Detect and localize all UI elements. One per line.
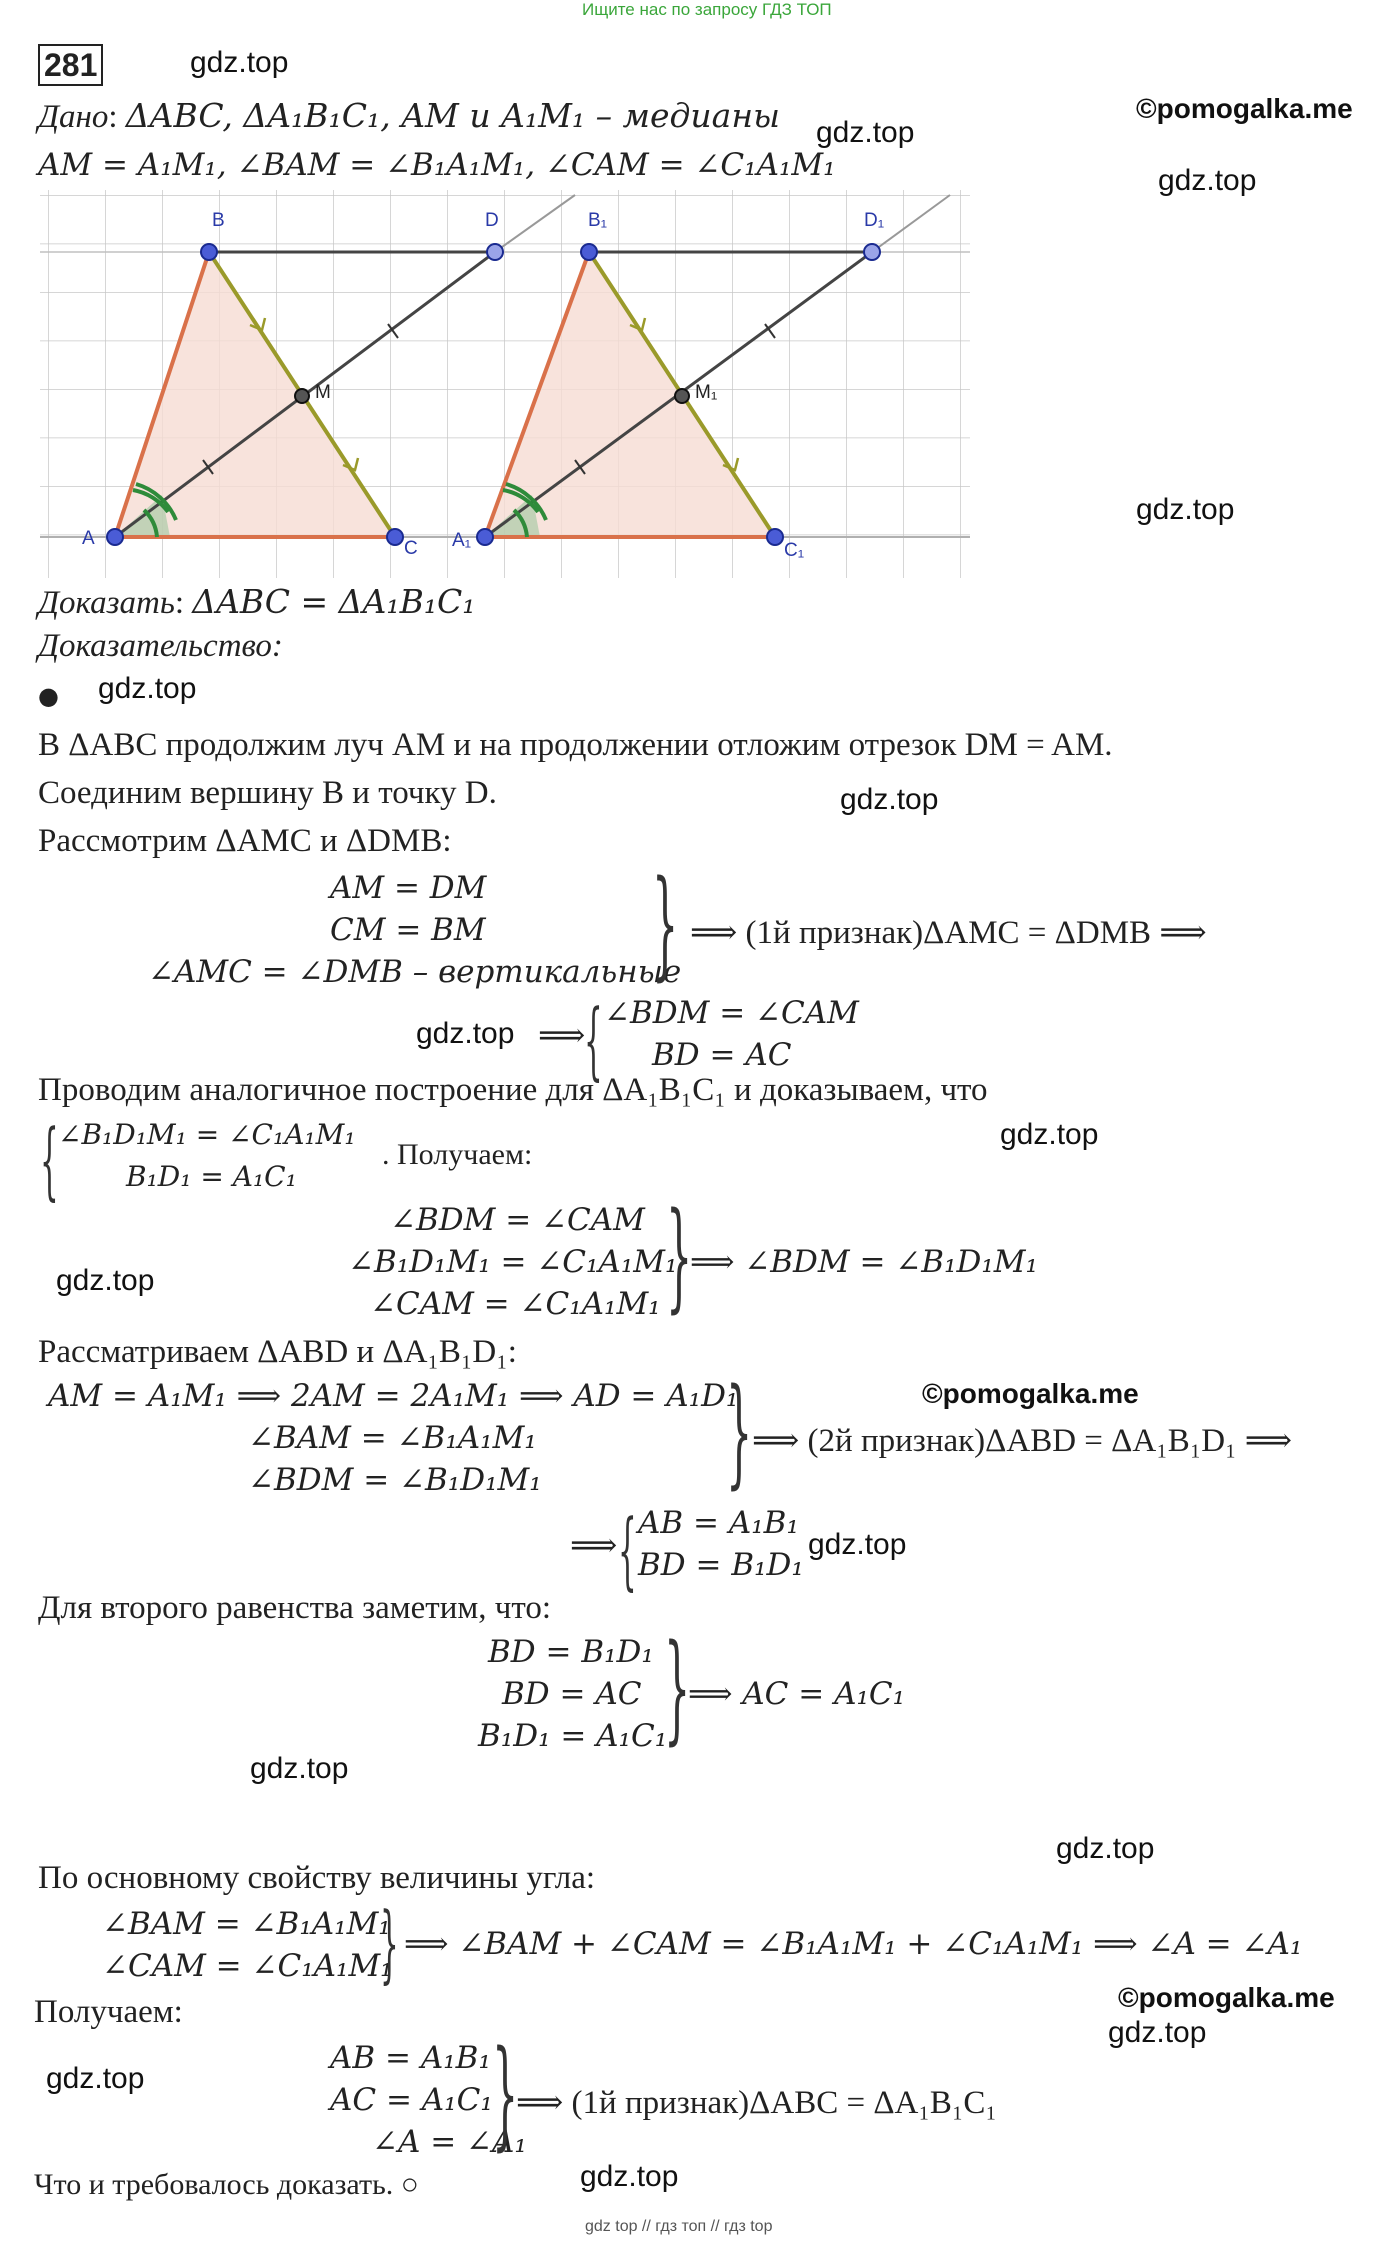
sys2-line-2: BD = AC — [652, 1037, 792, 1073]
watermark-gdz: gdz.top — [1108, 2016, 1207, 2049]
step-4-tail: . Получаем: — [382, 1138, 533, 1171]
sys4-line-1: ∠BDM = ∠CAM — [390, 1202, 645, 1238]
brace-sys6: { — [618, 1501, 637, 1599]
label-a1: A₁ — [452, 530, 472, 551]
watermark-gdz: gdz.top — [190, 46, 289, 79]
point-c1 — [767, 529, 783, 545]
watermark-gdz: gdz.top — [1136, 493, 1235, 526]
sys9-line-3: ∠A = ∠A₁ — [372, 2124, 527, 2160]
watermark-gdz: gdz.top — [250, 1752, 349, 1785]
footer-note: gdz top // гдз топ // гдз top — [585, 2218, 773, 2235]
sys1-line-2: CM = BM — [330, 912, 486, 948]
sys5-line-3: ∠BDM = ∠B₁D₁M₁ — [248, 1462, 542, 1498]
watermark-pomogalka: ©pomogalka.me — [1136, 93, 1353, 124]
proof-label: Доказательство: — [38, 628, 283, 664]
brace-sys1: } — [652, 854, 679, 992]
sys7-line-3: B₁D₁ = A₁C₁ — [478, 1718, 668, 1754]
label-a: A — [82, 528, 95, 549]
watermark-gdz: gdz.top — [56, 1264, 155, 1297]
watermark-gdz: gdz.top — [840, 783, 939, 816]
watermark-gdz: gdz.top — [1000, 1118, 1099, 1151]
sys7-line-1: BD = B₁D₁ — [488, 1634, 654, 1670]
point-c — [387, 529, 403, 545]
sys4-line-2: ∠B₁D₁M₁ = ∠C₁A₁M₁ — [348, 1244, 678, 1280]
point-a — [107, 529, 123, 545]
sys1-line-1: AM = DM — [330, 870, 487, 906]
watermark-gdz: gdz.top — [1158, 164, 1257, 197]
sys7-result: ⟹ AC = A₁C₁ — [688, 1676, 906, 1712]
point-b — [201, 244, 217, 260]
watermark-pomogalka: ©pomogalka.me — [922, 1378, 1139, 1409]
label-b: B — [212, 210, 225, 231]
watermark-gdz: gdz.top — [580, 2160, 679, 2193]
conclusion: Что и требовалось доказать. ○ — [34, 2168, 419, 2201]
watermark-gdz: gdz.top — [46, 2062, 145, 2095]
watermark-gdz: gdz.top — [808, 1528, 907, 1561]
sys9-line-2: AC = A₁C₁ — [330, 2082, 493, 2118]
label-c1: C₁ — [784, 540, 805, 561]
given-line-2: AM = A₁M₁, ∠BAM = ∠B₁A₁M₁, ∠CAM = ∠C₁A₁M₁ — [38, 147, 836, 183]
step-4: Проводим аналогичное построение для ΔA₁B₁C₁ и доказываем, что — [38, 1072, 988, 1108]
label-d1: D₁ — [864, 210, 885, 231]
brace-sys4: } — [666, 1186, 693, 1324]
step-1: В ΔABC продолжим луч AM и на продолжении отложим отрезок DM = AM. — [38, 727, 1113, 763]
sys9-result: ⟹ (1й признак)ΔABC = ΔA₁B₁C₁ — [516, 2085, 997, 2121]
sys2-line-1: ∠BDM = ∠CAM — [604, 995, 859, 1031]
sys8-line-1: ∠BAM = ∠B₁A₁M₁ — [102, 1906, 391, 1942]
brace-sys2: { — [584, 991, 603, 1089]
sys6-line-2: BD = B₁D₁ — [638, 1547, 804, 1583]
sys7-line-2: BD = AC — [502, 1676, 642, 1712]
sys5-line-2: ∠BAM = ∠B₁A₁M₁ — [248, 1420, 537, 1456]
point-m — [295, 389, 309, 403]
sys6-line-1: AB = A₁B₁ — [638, 1505, 799, 1541]
point-d1 — [864, 244, 880, 260]
prove-line: Доказать: ΔABC = ΔA₁B₁C₁ — [38, 582, 476, 621]
sys4-result: ⟹ ∠BDM = ∠B₁D₁M₁ — [690, 1244, 1038, 1280]
sys9-line-1: AB = A₁B₁ — [330, 2040, 491, 2076]
sys4-line-3: ∠CAM = ∠C₁A₁M₁ — [370, 1286, 661, 1322]
watermark-gdz: gdz.top — [416, 1017, 515, 1050]
label-d: D — [485, 210, 499, 231]
brace-sys8: } — [380, 1894, 399, 1992]
sys8-result: ⟹ ∠BAM + ∠CAM = ∠B₁A₁M₁ + ∠C₁A₁M₁ ⟹ ∠A = ∠A₁ — [404, 1926, 1303, 1962]
step-6: Для второго равенства заметим, что: — [38, 1590, 551, 1626]
brace-sys9: } — [492, 2024, 519, 2162]
brace-sys5: } — [726, 1362, 753, 1500]
point-a1 — [477, 529, 493, 545]
sys5-line-1: AM = A₁M₁ ⟹ 2AM = 2A₁M₁ ⟹ AD = A₁D₁ — [48, 1378, 739, 1414]
sys8-line-2: ∠CAM = ∠C₁A₁M₁ — [102, 1948, 393, 1984]
given-line-1: Дано: ΔABC, ΔA₁B₁C₁, AM и A₁M₁ – медианы — [38, 96, 780, 135]
brace-sys7: } — [664, 1618, 691, 1756]
sys1-result: ⟹ (1й признак)ΔAMC = ΔDMB ⟹ — [690, 915, 1207, 951]
implies-arrow-2: ⟹ — [570, 1528, 618, 1564]
implies-arrow: ⟹ — [538, 1018, 586, 1054]
sys3-line-1: ∠B₁D₁M₁ = ∠C₁A₁M₁ — [58, 1118, 356, 1151]
prove-label: Доказать — [38, 585, 175, 621]
sys3-line-2: B₁D₁ = A₁C₁ — [126, 1160, 297, 1193]
label-m: M — [315, 382, 331, 403]
label-c: C — [404, 538, 418, 559]
step-8: Получаем: — [34, 1994, 183, 2030]
step-5: Рассматриваем ΔABD и ΔA₁B₁D₁: — [38, 1334, 517, 1370]
bullet: ● — [38, 682, 59, 710]
watermark-pomogalka: ©pomogalka.me — [1118, 1982, 1335, 2013]
given-label: Дано — [38, 99, 109, 135]
prove-statement: ΔABC = ΔA₁B₁C₁ — [192, 582, 476, 621]
point-b1 — [581, 244, 597, 260]
watermark-gdz: gdz.top — [98, 672, 197, 705]
step-3: Рассмотрим ΔAMC и ΔDMB: — [38, 823, 452, 859]
brace-sys3: { — [40, 1111, 59, 1209]
problem-number: 281 — [38, 44, 103, 86]
step-2: Соединим вершину B и точку D. — [38, 775, 497, 811]
sys5-result: ⟹ (2й признак)ΔABD = ΔA₁B₁D₁ ⟹ — [752, 1423, 1293, 1459]
step-7: По основному свойству величины угла: — [38, 1860, 596, 1896]
geometry-figure — [40, 190, 980, 580]
sys1-line-3: ∠AMC = ∠DMB – вертикальные — [148, 954, 682, 990]
proof-label-text: Доказательство — [38, 628, 272, 664]
label-m1: M₁ — [695, 382, 718, 403]
point-m1 — [675, 389, 689, 403]
watermark-gdz: gdz.top — [1056, 1832, 1155, 1865]
header-note: Ищите нас по запросу ГДЗ ТОП — [582, 0, 832, 19]
point-d — [487, 244, 503, 260]
given-text: ΔABC, ΔA₁B₁C₁, AM и A₁M₁ – медианы — [125, 96, 780, 135]
watermark-gdz: gdz.top — [816, 116, 915, 149]
label-b1: B₁ — [588, 210, 608, 231]
